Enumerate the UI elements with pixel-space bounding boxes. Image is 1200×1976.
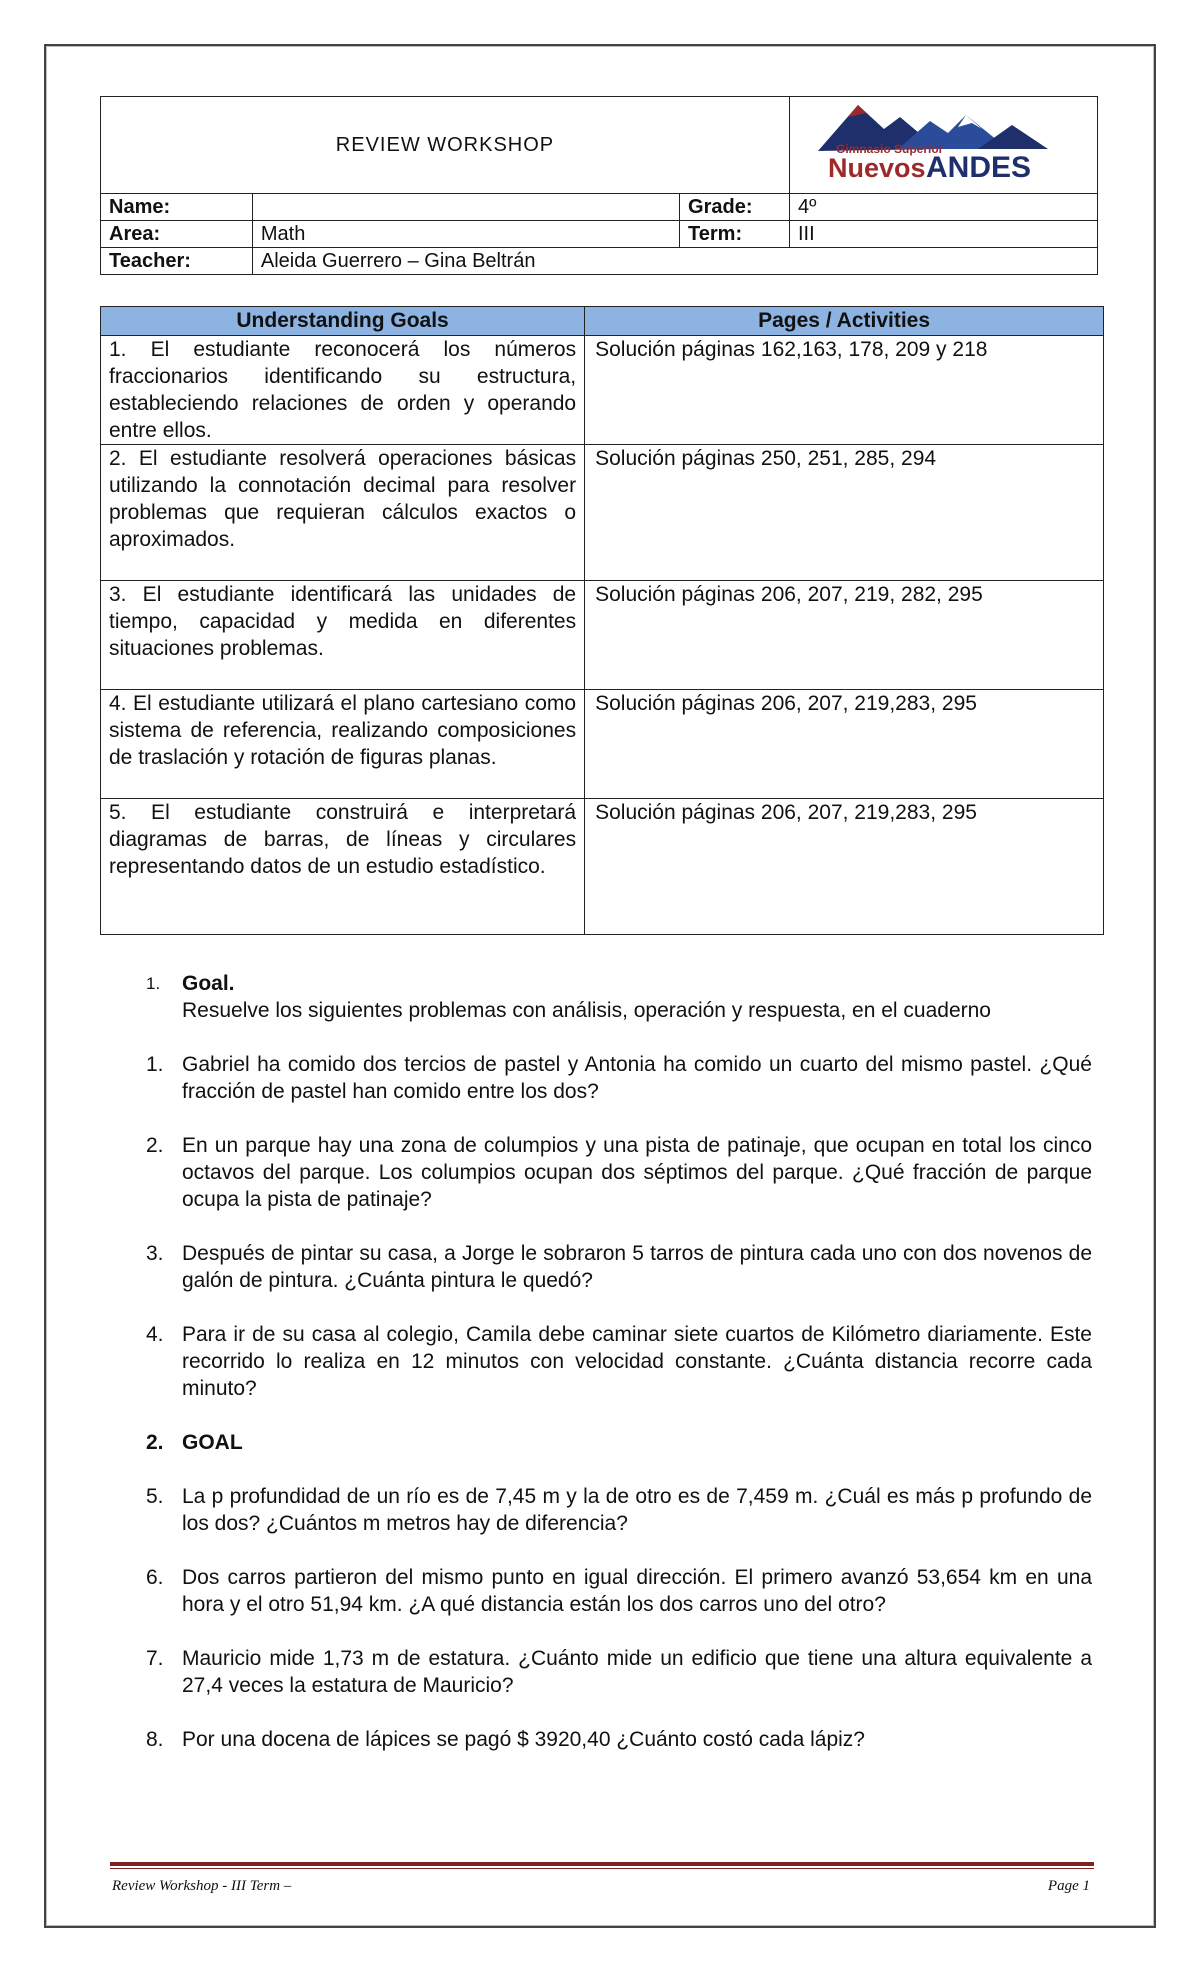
mountains-logo-icon bbox=[798, 99, 1088, 185]
pages-column-header: Pages / Activities bbox=[585, 307, 1104, 336]
table-row bbox=[101, 445, 1104, 581]
section-title: Goal. bbox=[182, 972, 235, 995]
list-item bbox=[146, 1645, 1092, 1699]
problem-text: Para ir de su casa al colegio, Camila debe caminar siete cuartos de Kilómetro diariamente. Este recorrido lo realiza en 12 minutos con velocidad constante. ¿Cuánta distancia recorre cada minuto? bbox=[182, 1323, 1092, 1400]
svg-text:ANDES: ANDES bbox=[926, 151, 1032, 184]
goals-column-header: Understanding Goals bbox=[101, 307, 585, 336]
problem-number: 4. bbox=[146, 1323, 164, 1346]
page-number: Page 1 bbox=[1047, 1878, 1090, 1894]
list-item bbox=[146, 1483, 1092, 1537]
name-value bbox=[252, 194, 679, 221]
area-label: Area: bbox=[101, 221, 253, 248]
pages-text: Solución páginas 206, 207, 219, 282, 295 bbox=[585, 581, 1104, 690]
table-row bbox=[101, 799, 1104, 935]
section-1-heading bbox=[146, 970, 1092, 1024]
grade-label: Grade: bbox=[680, 194, 790, 221]
svg-text:Nuevos: Nuevos bbox=[828, 153, 927, 183]
list-item bbox=[146, 1240, 1092, 1294]
footer-title: Review Workshop - III Term – bbox=[112, 1878, 292, 1894]
section-instruction: Resuelve los siguientes problemas con análisis, operación y respuesta, en el cuaderno bbox=[182, 999, 991, 1022]
teacher-value: Aleida Guerrero – Gina Beltrán bbox=[252, 248, 1097, 275]
section-2-heading bbox=[146, 1429, 1092, 1456]
term-value: III bbox=[789, 221, 1097, 248]
section-title: GOAL bbox=[182, 1431, 243, 1454]
problem-number: 1. bbox=[146, 1053, 164, 1076]
list-item bbox=[146, 1321, 1092, 1402]
worksheet-title: REVIEW WORKSHOP bbox=[101, 97, 790, 194]
problem-number: 2. bbox=[146, 1134, 164, 1157]
svg-text:Gimnasio Superior: Gimnasio Superior bbox=[836, 142, 944, 156]
problem-number: 6. bbox=[146, 1566, 164, 1589]
grade-value: 4º bbox=[789, 194, 1097, 221]
table-row bbox=[101, 690, 1104, 799]
list-item bbox=[146, 1564, 1092, 1618]
pages-text: Solución páginas 206, 207, 219,283, 295 bbox=[585, 690, 1104, 799]
goals-table bbox=[100, 306, 1104, 935]
area-value: Math bbox=[252, 221, 679, 248]
problem-text: La p profundidad de un río es de 7,45 m y la de otro es de 7,459 m. ¿Cuál es más p profundo de los dos? ¿Cuántos m metros hay de diferencia? bbox=[182, 1485, 1092, 1535]
footer-divider bbox=[110, 1862, 1094, 1866]
goal-text: 2. El estudiante resolverá operaciones básicas utilizando la connotación decimal para resolver problemas que requieran cálculos exactos o aproximados. bbox=[101, 445, 585, 581]
goal-text: 3. El estudiante identificará las unidades de tiempo, capacidad y medida en diferentes situaciones problemas. bbox=[101, 581, 585, 690]
pages-text: Solución páginas 250, 251, 285, 294 bbox=[585, 445, 1104, 581]
goal-text: 5. El estudiante construirá e interpretará diagramas de barras, de líneas y circulares representando datos de un estudio estadístico. bbox=[101, 799, 585, 935]
problem-text: Mauricio mide 1,73 m de estatura. ¿Cuánto mide un edificio que tiene una altura equivalente a 27,4 veces la estatura de Mauricio? bbox=[182, 1647, 1092, 1697]
pages-text: Solución páginas 162,163, 178, 209 y 218 bbox=[585, 336, 1104, 445]
goal-text: 1. El estudiante reconocerá los números fraccionarios identificando su estructura, estableciendo relaciones de orden y operando entre ellos. bbox=[101, 336, 585, 445]
list-item bbox=[146, 1132, 1092, 1213]
table-row bbox=[101, 581, 1104, 690]
problem-number: 3. bbox=[146, 1242, 164, 1265]
problem-text: En un parque hay una zona de columpios y una pista de patinaje, que ocupan en total los cinco octavos del parque. Los columpios ocupan dos séptimos del parque. ¿Qué fracción de parque ocupa la pista de patinaje? bbox=[182, 1134, 1092, 1211]
problems-section bbox=[146, 970, 1092, 1753]
header-table bbox=[100, 96, 1098, 275]
school-logo bbox=[789, 97, 1097, 194]
name-label: Name: bbox=[101, 194, 253, 221]
pages-text: Solución páginas 206, 207, 219,283, 295 bbox=[585, 799, 1104, 935]
term-label: Term: bbox=[680, 221, 790, 248]
list-item bbox=[146, 1726, 1092, 1753]
goal-text: 4. El estudiante utilizará el plano cartesiano como sistema de referencia, realizando composiciones de traslación y rotación de figuras planas. bbox=[101, 690, 585, 799]
problem-text: Gabriel ha comido dos tercios de pastel y Antonia ha comido un cuarto del mismo pastel. ¿Qué fracción de pastel han comido entre los dos? bbox=[182, 1053, 1092, 1103]
list-item bbox=[146, 1051, 1092, 1105]
problem-text: Después de pintar su casa, a Jorge le sobraron 5 tarros de pintura cada uno con dos novenos de galón de pintura. ¿Cuánta pintura le quedó? bbox=[182, 1242, 1092, 1292]
teacher-label: Teacher: bbox=[101, 248, 253, 275]
problem-number: 7. bbox=[146, 1647, 164, 1670]
section-number: 1. bbox=[146, 974, 161, 993]
footer-divider-thin bbox=[110, 1868, 1094, 1869]
table-row bbox=[101, 336, 1104, 445]
section-number: 2. bbox=[146, 1431, 164, 1454]
problem-number: 8. bbox=[146, 1728, 164, 1751]
problem-text: Por una docena de lápices se pagó $ 3920,40 ¿Cuánto costó cada lápiz? bbox=[182, 1728, 865, 1751]
problem-number: 5. bbox=[146, 1485, 164, 1508]
problem-text: Dos carros partieron del mismo punto en igual dirección. El primero avanzó 53,654 km en una hora y el otro 51,94 km. ¿A qué distancia están los dos carros uno del otro? bbox=[182, 1566, 1092, 1616]
